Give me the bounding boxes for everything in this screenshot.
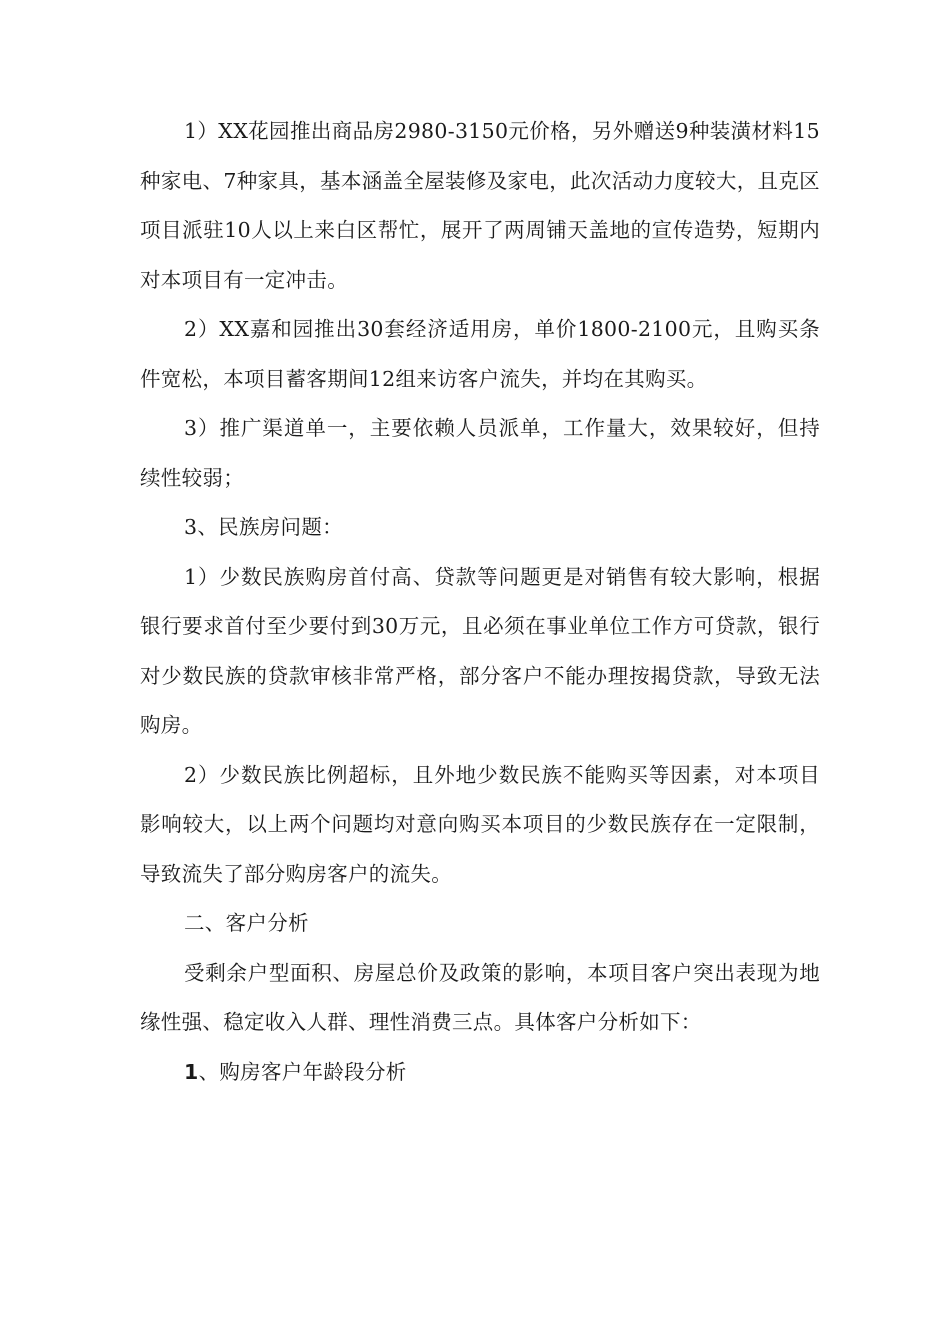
paragraph-promotion-channel: 3）推广渠道单一，主要依赖人员派单，工作量大，效果较好，但持续性较弱； [140,416,820,490]
section-heading-text: 、购房客户年龄段分析 [198,1059,407,1084]
paragraph-competitor-jiahe: 2）XX嘉和园推出30套经济适用房，单价1800-2100元，且购买条件宽松，本项目蓄客期间12组来访客户流失，并均在其购买。 [140,317,820,391]
section-heading-number: 1 [184,1059,199,1084]
section-heading-age-analysis [140,1048,820,1098]
paragraph-customer-analysis-intro: 受剩余户型面积、房屋总价及政策的影响，本项目客户突出表现为地缘性强、稳定收入人群、理性消费三点。具体客户分析如下： [140,960,820,1034]
paragraph-ethnic-downpayment: 1）少数民族购房首付高、贷款等问题更是对销售有较大影响，根据银行要求首付至少要付到30万元，且必须在事业单位工作方可贷款，银行对少数民族的贷款审核非常严格，部分客户不能办理按揭贷款，导致无法购房。 [140,564,820,737]
paragraph-customer-analysis-heading: 二、客户分析 [184,911,309,935]
paragraph-competitor-garden: 1）XX花园推出商品房2980-3150元价格，另外赠送9种装潢材料15种家电、7种家具，基本涵盖全屋装修及家电，此次活动力度较大，且克区项目派驻10人以上来白区帮忙，展开了两周铺天盖地的宣传造势，短期内对本项目有一定冲击。 [140,119,820,292]
paragraph-ethnic-ratio: 2）少数民族比例超标，且外地少数民族不能购买等因素，对本项目影响较大，以上两个问题均对意向购买本项目的少数民族存在一定限制，导致流失了部分购房客户的流失。 [140,762,820,886]
document-body [140,107,820,1097]
paragraph-ethnic-housing-heading: 3、民族房问题： [184,515,343,539]
